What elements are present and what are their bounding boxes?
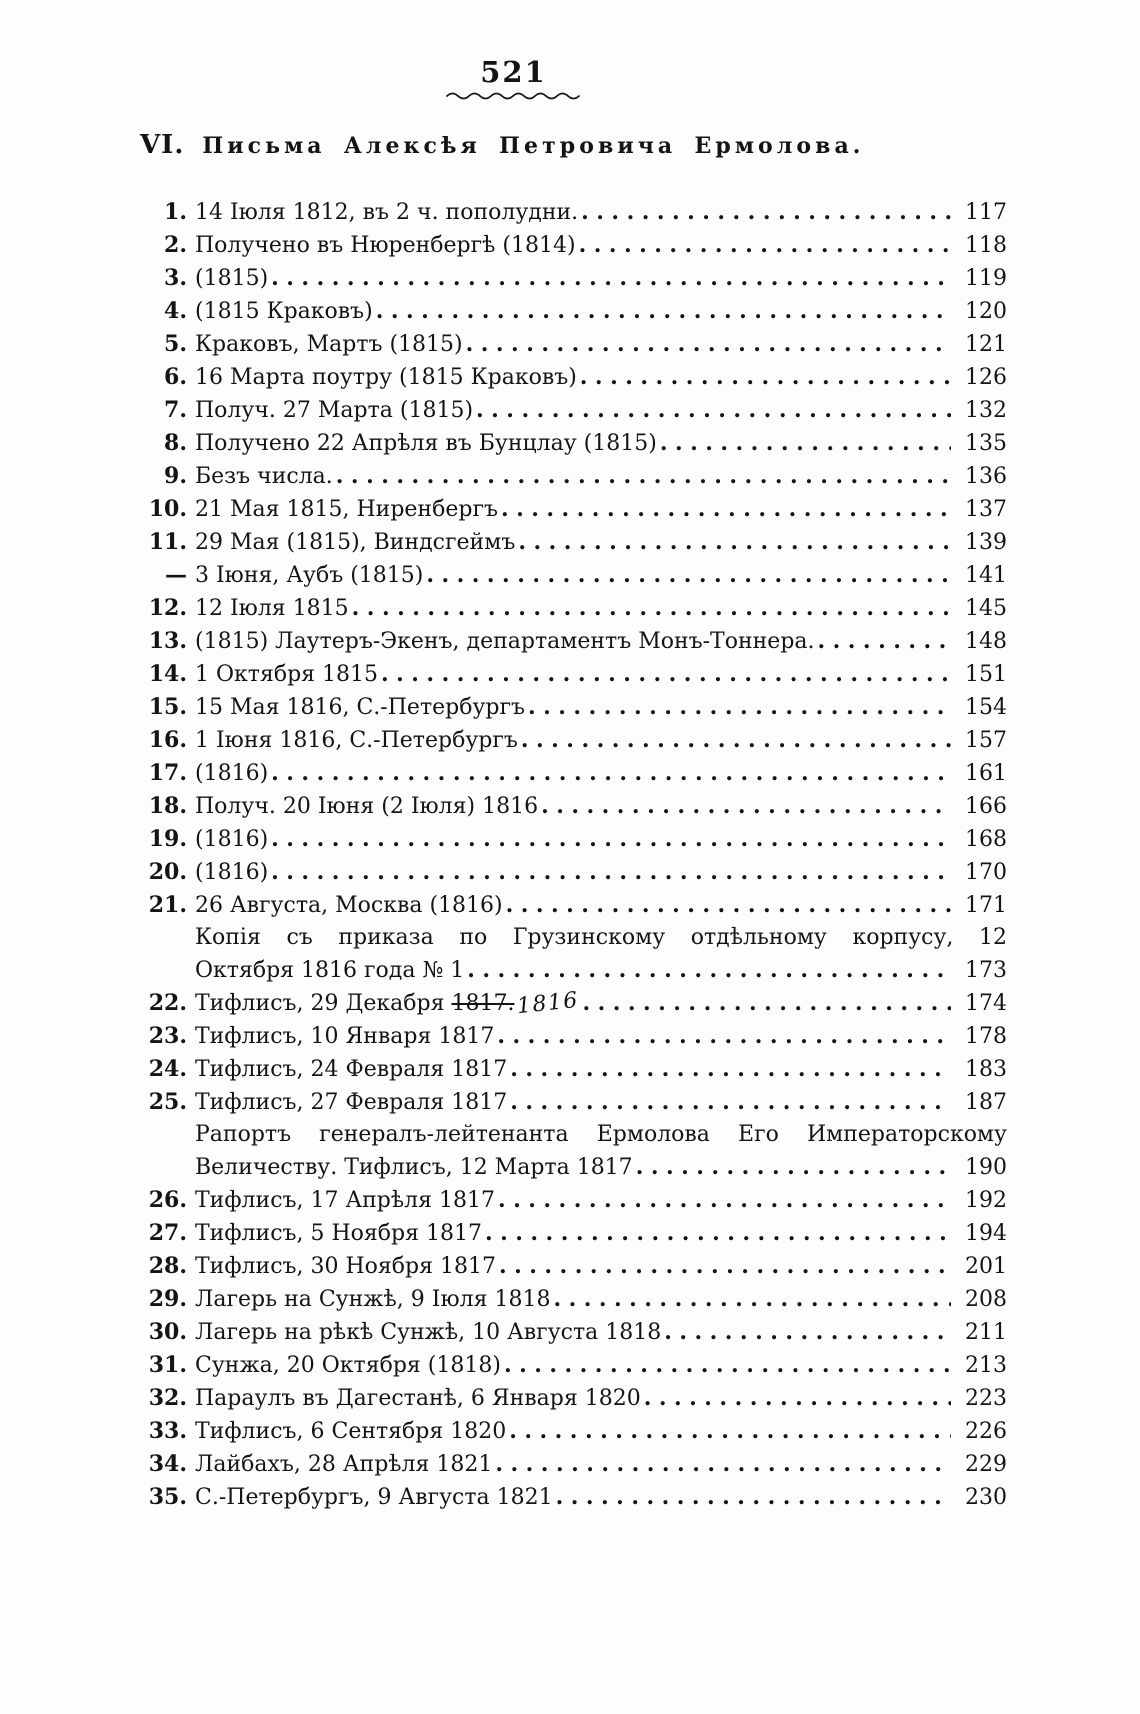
dot-leader — [373, 295, 951, 328]
entry-page-number: 145 — [965, 596, 1007, 621]
entry-text — [195, 1350, 501, 1382]
entry-page-number: 190 — [965, 1155, 1007, 1180]
dot-leader — [464, 954, 951, 987]
entry-page-number: 117 — [965, 200, 1007, 225]
entry-text — [195, 1185, 495, 1217]
toc-entry — [140, 691, 1007, 724]
dot-leader — [579, 987, 951, 1020]
dot-leader — [463, 328, 951, 361]
strikethrough-year: 1817. — [451, 991, 515, 1016]
toc-entry — [140, 1184, 1007, 1217]
entry-number: 35. — [148, 1484, 187, 1510]
toc-entry — [140, 460, 1007, 493]
toc-entry — [140, 1382, 1007, 1415]
wavy-rule — [445, 90, 583, 100]
entry-text-main: Сунжа, 20 Октября (1818) — [195, 1353, 501, 1378]
dot-leader — [473, 394, 951, 427]
toc-entry — [140, 889, 1007, 922]
entry-page-number: 135 — [965, 431, 1007, 456]
entry-page-number: 154 — [965, 695, 1007, 720]
dot-leader — [423, 559, 951, 592]
entry-text-main: Лагерь на Сунжѣ, 9 Іюля 1818 — [195, 1287, 551, 1312]
dot-leader — [495, 1184, 951, 1217]
entry-page-number: 170 — [965, 860, 1007, 885]
entry-text — [195, 1021, 494, 1053]
entry-text-main: 29 Мая (1815), Виндсгеймъ — [195, 530, 516, 555]
entry-text-main: Тифлисъ, 6 Сентября 1820 — [195, 1419, 507, 1444]
entry-text — [195, 329, 463, 361]
dot-leader — [268, 262, 951, 295]
entry-number: 15. — [148, 694, 187, 720]
entry-text — [195, 230, 576, 262]
entry-text-main: 21 Мая 1815, Ниренбергъ — [195, 497, 498, 522]
entry-page-number: 141 — [965, 563, 1007, 588]
toc-entry — [140, 922, 1007, 954]
entry-text — [195, 1284, 550, 1316]
entry-text-main: (1815) — [195, 266, 269, 291]
entry-number: 5. — [164, 331, 187, 357]
toc-entry — [140, 1250, 1007, 1283]
entry-text-main: Рапортъ генералъ-лейтенанта Ермолова Его Императорскому — [195, 1122, 1007, 1147]
entry-number: 24. — [148, 1056, 187, 1082]
entry-text-main: Копія съ приказа по Грузинскому отдѣльному корпусу, 12 — [195, 925, 1007, 950]
entry-number: 21. — [148, 892, 187, 918]
entry-text-main: Получ. 27 Марта (1815) — [195, 398, 474, 423]
toc-entry — [140, 394, 1007, 427]
entry-text-main: Тифлисъ, 27 Февраля 1817 — [195, 1090, 508, 1115]
entry-number: 25. — [148, 1089, 187, 1115]
entry-text-main: Лагерь на рѣкѣ Сунжѣ, 10 Августа 1818 — [195, 1320, 662, 1345]
entry-text-main: Тифлисъ, 17 Апрѣля 1817 — [195, 1188, 495, 1213]
dot-leader — [378, 658, 951, 691]
entry-text-main: Тифлисъ, 5 Ноября 1817 — [195, 1221, 482, 1246]
dot-leader — [506, 1415, 951, 1448]
entry-page-number: 171 — [965, 893, 1007, 918]
entry-text — [195, 296, 373, 328]
entry-text-main: 14 Іюля 1812, въ 2 ч. пополудни. — [195, 200, 579, 225]
toc-entry — [140, 987, 1007, 1020]
entry-text — [195, 758, 268, 790]
entry-text-main: 1 Іюня 1816, С.-Петербургъ — [195, 728, 518, 753]
entry-text-main: (1815) Лаутеръ-Экенъ, департаментъ Монъ-Тоннера. — [195, 629, 815, 654]
entry-page-number: 168 — [965, 827, 1007, 852]
entry-number: 2. — [164, 232, 187, 258]
entry-page-number: 161 — [965, 761, 1007, 786]
entry-text — [195, 1317, 661, 1349]
entry-number: 10. — [148, 496, 187, 522]
entry-page-number: 194 — [965, 1221, 1007, 1246]
dot-leader — [657, 427, 951, 460]
entry-page-number: 201 — [965, 1254, 1007, 1279]
entry-page-number: 151 — [965, 662, 1007, 687]
entry-text-main: Получено въ Нюренбергѣ (1814) — [195, 233, 576, 258]
entry-text — [195, 428, 657, 460]
toc-entry — [140, 1217, 1007, 1250]
dot-leader — [268, 757, 951, 790]
toc-entry — [140, 1020, 1007, 1053]
toc-entry — [140, 361, 1007, 394]
entry-text-main: Тифлисъ, 29 Декабря — [195, 991, 452, 1016]
dot-leader — [576, 229, 951, 262]
entry-text — [195, 1482, 553, 1514]
handwritten-year-correction: 1816 — [516, 987, 581, 1020]
entry-page-number: 230 — [965, 1485, 1007, 1510]
entry-text-main: С.-Петербургъ, 9 Августа 1821 — [195, 1485, 553, 1510]
toc-entry — [140, 1283, 1007, 1316]
entry-number: 29. — [148, 1286, 187, 1312]
dot-leader — [550, 1283, 951, 1316]
dot-leader — [641, 1382, 951, 1415]
entry-text — [195, 925, 1007, 950]
dot-leader — [501, 1349, 951, 1382]
entry-text — [195, 890, 503, 922]
entry-page-number: 139 — [965, 530, 1007, 555]
dot-leader — [492, 1448, 951, 1481]
dot-leader — [661, 1316, 951, 1349]
entry-text — [195, 362, 577, 394]
entry-text-main: Параулъ въ Дагестанѣ, 6 Января 1820 — [195, 1386, 641, 1411]
toc-entry — [140, 592, 1007, 625]
entry-number: — — [165, 562, 187, 588]
entry-page-number: 148 — [965, 629, 1007, 654]
entry-text-main: Тифлисъ, 30 Ноября 1817 — [195, 1254, 496, 1279]
toc-entry — [140, 658, 1007, 691]
toc-entry — [140, 328, 1007, 361]
entry-page-number: 187 — [965, 1090, 1007, 1115]
toc-entry — [140, 856, 1007, 889]
entry-page-number: 137 — [965, 497, 1007, 522]
entry-number: 11. — [148, 529, 187, 555]
dot-leader — [349, 592, 951, 625]
entry-number: 14. — [148, 661, 187, 687]
entry-number: 3. — [164, 265, 187, 291]
entry-number: 17. — [148, 760, 187, 786]
entry-text-main: Тифлисъ, 10 Января 1817 — [195, 1024, 495, 1049]
dot-leader — [577, 361, 951, 394]
toc-entry — [140, 1349, 1007, 1382]
entry-text — [195, 1054, 507, 1086]
entry-number: 8. — [164, 430, 187, 456]
dot-leader — [507, 1053, 951, 1086]
entry-text-main: Октября 1816 года № 1 — [195, 958, 465, 983]
entry-page-number: 120 — [965, 299, 1007, 324]
entry-page-number: 126 — [965, 365, 1007, 390]
entry-number: 6. — [164, 364, 187, 390]
section-title: Письма Алексѣя Петровича Ермолова. — [202, 133, 865, 159]
toc-entry — [140, 493, 1007, 526]
entry-text-main: 12 Іюля 1815 — [195, 596, 349, 621]
entry-text-main: Тифлисъ, 24 Февраля 1817 — [195, 1057, 508, 1082]
entry-number: 34. — [148, 1451, 187, 1477]
entry-page-number: 132 — [965, 398, 1007, 423]
entry-text — [195, 791, 538, 823]
entry-number: 4. — [164, 298, 187, 324]
dot-leader — [578, 196, 951, 229]
entry-page-number: 174 — [965, 991, 1007, 1016]
toc-entry — [140, 1119, 1007, 1151]
entry-text-main: Получ. 20 Іюня (2 Іюля) 1816 — [195, 794, 539, 819]
entry-text — [195, 263, 268, 295]
section-heading — [140, 130, 1007, 160]
entry-text — [195, 494, 498, 526]
entry-text-main: Получено 22 Апрѣля въ Бунцлау (1815) — [195, 431, 657, 456]
dot-leader — [553, 1481, 951, 1514]
toc-entry — [140, 295, 1007, 328]
table-of-contents — [140, 196, 1007, 1514]
entry-text — [195, 1122, 1007, 1147]
entry-number: 19. — [148, 826, 187, 852]
entry-text-main: 16 Марта поутру (1815 Краковъ) — [195, 365, 577, 390]
entry-number: 9. — [164, 463, 187, 489]
toc-entry — [140, 559, 1007, 592]
dot-leader — [815, 625, 951, 658]
entry-page-number: 208 — [965, 1287, 1007, 1312]
entry-number: 16. — [148, 727, 187, 753]
entry-number: 30. — [148, 1319, 187, 1345]
entry-text — [195, 461, 333, 493]
entry-text — [195, 593, 349, 625]
entry-text — [195, 857, 268, 889]
entry-page-number: 211 — [965, 1320, 1007, 1345]
toc-entry — [140, 1053, 1007, 1086]
dot-leader — [525, 691, 951, 724]
entry-number: 28. — [148, 1253, 187, 1279]
entry-number: 12. — [148, 595, 187, 621]
entry-text — [195, 1383, 641, 1415]
entry-number: 20. — [148, 859, 187, 885]
section-numeral: VI. — [140, 130, 185, 160]
entry-text — [195, 659, 378, 691]
toc-entry — [140, 625, 1007, 658]
entry-page-number: 136 — [965, 464, 1007, 489]
toc-entry — [140, 1481, 1007, 1514]
entry-text — [195, 197, 578, 229]
dot-leader — [496, 1250, 951, 1283]
entry-number: 31. — [148, 1352, 187, 1378]
entry-text-main: 1 Октября 1815 — [195, 662, 379, 687]
entry-page-number: 213 — [965, 1353, 1007, 1378]
entry-text — [195, 988, 579, 1020]
entry-page-number: 226 — [965, 1419, 1007, 1444]
toc-entry — [140, 954, 1007, 987]
entry-text-main: 26 Августа, Москва (1816) — [195, 893, 503, 918]
entry-text-main: 3 Іюня, Аубъ (1815) — [195, 563, 424, 588]
toc-entry — [140, 526, 1007, 559]
toc-entry — [140, 196, 1007, 229]
entry-text-main: (1816) — [195, 761, 269, 786]
entry-number: 23. — [148, 1023, 187, 1049]
entry-text — [195, 1416, 506, 1448]
entry-page-number: 157 — [965, 728, 1007, 753]
entry-text — [195, 1449, 492, 1481]
dot-leader — [498, 493, 951, 526]
entry-page-number: 119 — [965, 266, 1007, 291]
entry-number: 18. — [148, 793, 187, 819]
entry-text-main: Краковъ, Мартъ (1815) — [195, 332, 463, 357]
entry-page-number: 173 — [965, 958, 1007, 983]
dot-leader — [633, 1151, 951, 1184]
entry-text — [195, 824, 268, 856]
entry-page-number: 118 — [965, 233, 1007, 258]
toc-entry — [140, 790, 1007, 823]
dot-leader — [503, 889, 951, 922]
dot-leader — [494, 1020, 951, 1053]
toc-entry — [140, 427, 1007, 460]
toc-entry — [140, 724, 1007, 757]
entry-text — [195, 560, 423, 592]
entry-page-number: 229 — [965, 1452, 1007, 1477]
entry-number: 13. — [148, 628, 187, 654]
dot-leader — [333, 460, 951, 493]
toc-entry — [140, 1448, 1007, 1481]
entry-number: 1. — [164, 199, 187, 225]
entry-text — [195, 1152, 633, 1184]
toc-entry — [140, 1151, 1007, 1184]
entry-page-number: 121 — [965, 332, 1007, 357]
entry-text — [195, 1218, 482, 1250]
dot-leader — [268, 823, 951, 856]
entry-number: 33. — [148, 1418, 187, 1444]
entry-text-main: Лайбахъ, 28 Апрѣля 1821 — [195, 1452, 493, 1477]
dot-leader — [482, 1217, 951, 1250]
entry-text-main: (1816) — [195, 860, 269, 885]
entry-page-number: 192 — [965, 1188, 1007, 1213]
entry-number: 7. — [164, 397, 187, 423]
entry-text — [195, 395, 473, 427]
entry-text — [195, 626, 815, 658]
entry-text — [195, 1251, 496, 1283]
entry-number: 26. — [148, 1187, 187, 1213]
dot-leader — [515, 526, 951, 559]
toc-entry — [140, 229, 1007, 262]
toc-entry — [140, 1316, 1007, 1349]
entry-page-number: 166 — [965, 794, 1007, 819]
dot-leader — [268, 856, 951, 889]
toc-entry — [140, 262, 1007, 295]
dot-leader — [507, 1086, 951, 1119]
entry-text — [195, 955, 464, 987]
page-header — [445, 55, 583, 100]
toc-entry — [140, 1415, 1007, 1448]
entry-text-main: 15 Мая 1816, С.-Петербургъ — [195, 695, 526, 720]
toc-entry — [140, 757, 1007, 790]
entry-text — [195, 527, 515, 559]
entry-number: 32. — [148, 1385, 187, 1411]
toc-entry — [140, 823, 1007, 856]
entry-number: 27. — [148, 1220, 187, 1246]
entry-text — [195, 725, 518, 757]
dot-leader — [538, 790, 951, 823]
entry-text — [195, 1087, 507, 1119]
entry-text-main: (1815 Краковъ) — [195, 299, 373, 324]
entry-text — [195, 692, 525, 724]
page-number: 521 — [480, 55, 547, 89]
toc-entry — [140, 1086, 1007, 1119]
entry-text-main: Безъ числа. — [195, 464, 333, 489]
entry-number: 22. — [148, 990, 187, 1016]
entry-text-main: Величеству. Тифлисъ, 12 Марта 1817 — [195, 1155, 633, 1180]
dot-leader — [518, 724, 951, 757]
entry-page-number: 223 — [965, 1386, 1007, 1411]
entry-page-number: 183 — [965, 1057, 1007, 1082]
entry-page-number: 178 — [965, 1024, 1007, 1049]
entry-text-main: (1816) — [195, 827, 269, 852]
